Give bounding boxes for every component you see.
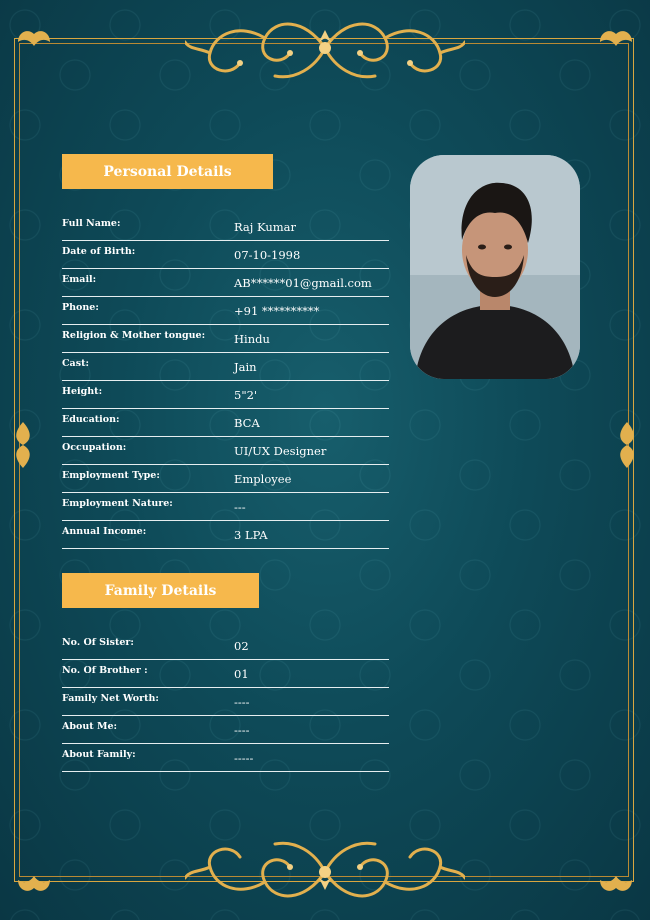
detail-label: Annual Income: bbox=[62, 526, 147, 537]
detail-value: BCA bbox=[234, 416, 260, 430]
detail-value: Hindu bbox=[234, 332, 270, 346]
side-flourish-icon bbox=[12, 420, 34, 470]
detail-value: AB******01@gmail.com bbox=[234, 276, 372, 290]
corner-flourish-icon bbox=[14, 24, 54, 60]
detail-label: No. Of Sister: bbox=[62, 637, 134, 648]
detail-value: ---- bbox=[234, 723, 250, 737]
detail-row bbox=[62, 688, 389, 716]
detail-label: Occupation: bbox=[62, 442, 127, 453]
detail-value: 5"2' bbox=[234, 388, 258, 402]
detail-label: Date of Birth: bbox=[62, 246, 136, 257]
detail-row bbox=[62, 521, 389, 549]
detail-row bbox=[62, 716, 389, 744]
detail-row bbox=[62, 241, 389, 269]
detail-row bbox=[62, 744, 389, 772]
detail-row bbox=[62, 660, 389, 688]
detail-row bbox=[62, 465, 389, 493]
detail-row bbox=[62, 409, 389, 437]
side-flourish-icon bbox=[616, 420, 638, 470]
bottom-filigree-ornament bbox=[185, 832, 465, 912]
detail-label: Education: bbox=[62, 414, 120, 425]
detail-row bbox=[62, 493, 389, 521]
detail-value: 01 bbox=[234, 667, 249, 681]
detail-value: --- bbox=[234, 500, 246, 514]
detail-label: Religion & Mother tongue: bbox=[62, 330, 206, 341]
detail-value: 02 bbox=[234, 639, 249, 653]
corner-flourish-icon bbox=[596, 862, 636, 898]
personal-details-heading: Personal Details bbox=[62, 154, 273, 189]
personal-details-list bbox=[62, 213, 389, 549]
detail-row bbox=[62, 632, 389, 660]
family-details-list bbox=[62, 632, 389, 772]
profile-photo bbox=[410, 155, 580, 379]
detail-value: 3 LPA bbox=[234, 528, 268, 542]
detail-label: No. Of Brother : bbox=[62, 665, 148, 676]
detail-value: ----- bbox=[234, 751, 254, 765]
detail-label: Family Net Worth: bbox=[62, 693, 159, 704]
detail-label: Employment Nature: bbox=[62, 498, 173, 509]
detail-label: Email: bbox=[62, 274, 97, 285]
detail-label: About Family: bbox=[62, 749, 136, 760]
family-details-heading: Family Details bbox=[62, 573, 259, 608]
detail-label: About Me: bbox=[62, 721, 118, 732]
detail-label: Phone: bbox=[62, 302, 99, 313]
detail-row bbox=[62, 213, 389, 241]
detail-row bbox=[62, 437, 389, 465]
corner-flourish-icon bbox=[596, 24, 636, 60]
detail-label: Full Name: bbox=[62, 218, 121, 229]
corner-flourish-icon bbox=[14, 862, 54, 898]
detail-row bbox=[62, 353, 389, 381]
detail-label: Employment Type: bbox=[62, 470, 160, 481]
detail-label: Height: bbox=[62, 386, 103, 397]
top-filigree-ornament bbox=[185, 8, 465, 88]
detail-row bbox=[62, 269, 389, 297]
detail-row bbox=[62, 325, 389, 353]
detail-value: ---- bbox=[234, 695, 250, 709]
detail-value: 07-10-1998 bbox=[234, 248, 301, 262]
detail-row bbox=[62, 297, 389, 325]
detail-value: Raj Kumar bbox=[234, 220, 297, 234]
detail-value: UI/UX Designer bbox=[234, 444, 327, 458]
detail-row bbox=[62, 381, 389, 409]
detail-value: +91 ********** bbox=[234, 304, 320, 318]
detail-value: Employee bbox=[234, 472, 292, 486]
detail-value: Jain bbox=[234, 360, 257, 374]
detail-label: Cast: bbox=[62, 358, 89, 369]
